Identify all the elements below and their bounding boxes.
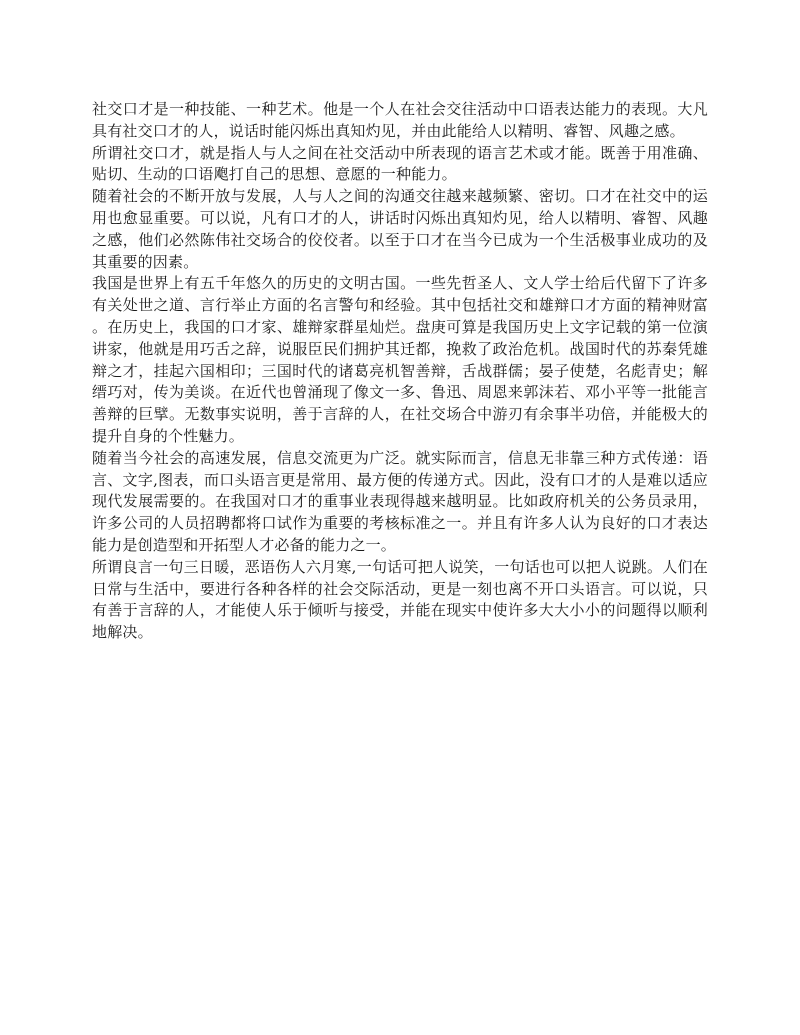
document-body	[92, 99, 708, 644]
paragraph-3: 随着社会的不断开放与发展，人与人之间的沟通交往越来越频繁、密切。口才在社交中的运用也愈显重要。可以说，凡有口才的人，讲话时闪烁出真知灼见，给人以精明、睿智、风趣之感，他们必然陈伟社交场合的佼佼者。以至于口才在当今已成为一个生活极事业成功的及其重要的因素。	[92, 187, 708, 271]
paragraph-6: 所谓良言一句三日暖，恶语伤人六月寒,一句话可把人说笑，一句话也可以把人说跳。人们在日常与生活中，要进行各种各样的社会交际活动，更是一刻也离不开口头语言。可以说，只有善于言辞的人，才能使人乐于倾听与接受，并能在现实中使许多大大小小的问题得以顺利地解决。	[92, 557, 708, 642]
paragraph-5: 随着当今社会的高速发展，信息交流更为广泛。就实际而言，信息无非靠三种方式传递：语言、文字,图表，而口头语言更是常用、最方便的传递方式。因此，没有口才的人是难以适应现代发展需要的。在我国对口才的重事业表现得越来越明显。比如政府机关的公务员录用，许多公司的人员招聘都将口试作为重要的考核标准之一。并且有许多人认为良好的口才表达能力是创造型和开拓型人才必备的能力之一。	[92, 448, 708, 554]
paragraph-1: 社交口才是一种技能、一种艺术。他是一个人在社会交往活动中口语表达能力的表现。大凡具有社交口才的人，说话时能闪烁出真知灼见，并由此能给人以精明、睿智、风趣之感。	[92, 100, 708, 140]
paragraph-2: 所谓社交口才，就是指人与人之间在社交活动中所表现的语言艺术或才能。既善于用准确、贴切、生动的口语飑打自己的思想、意愿的一种能力。	[92, 143, 708, 184]
paragraph-4: 我国是世界上有五千年悠久的历史的文明古国。一些先哲圣人、文人学士给后代留下了许多有关处世之道、言行举止方面的名言警句和经验。其中包括社交和雄辩口才方面的精神财富。在历史上，我国的口才家、雄辩家群星灿烂。盘庚可算是我国历史上文字记载的第一位演讲家，他就是用巧舌之辞，说服臣民们拥护其迁都，挽救了政治危机。战国时代的苏秦凭雄辩之才，挂起六国相印；三国时代的诸葛亮机智善辩，舌战群儒；晏子使楚，名彪青史；解缙巧对，传为美谈。在近代也曾涌现了像文一多、鲁迅、周恩来郭沫若、邓小平等一批能言善辩的巨擘。无数事实说明，善于言辞的人，在社交场合中游刃有余事半功倍，并能极大的提升自身的个性魅力。	[92, 274, 708, 445]
